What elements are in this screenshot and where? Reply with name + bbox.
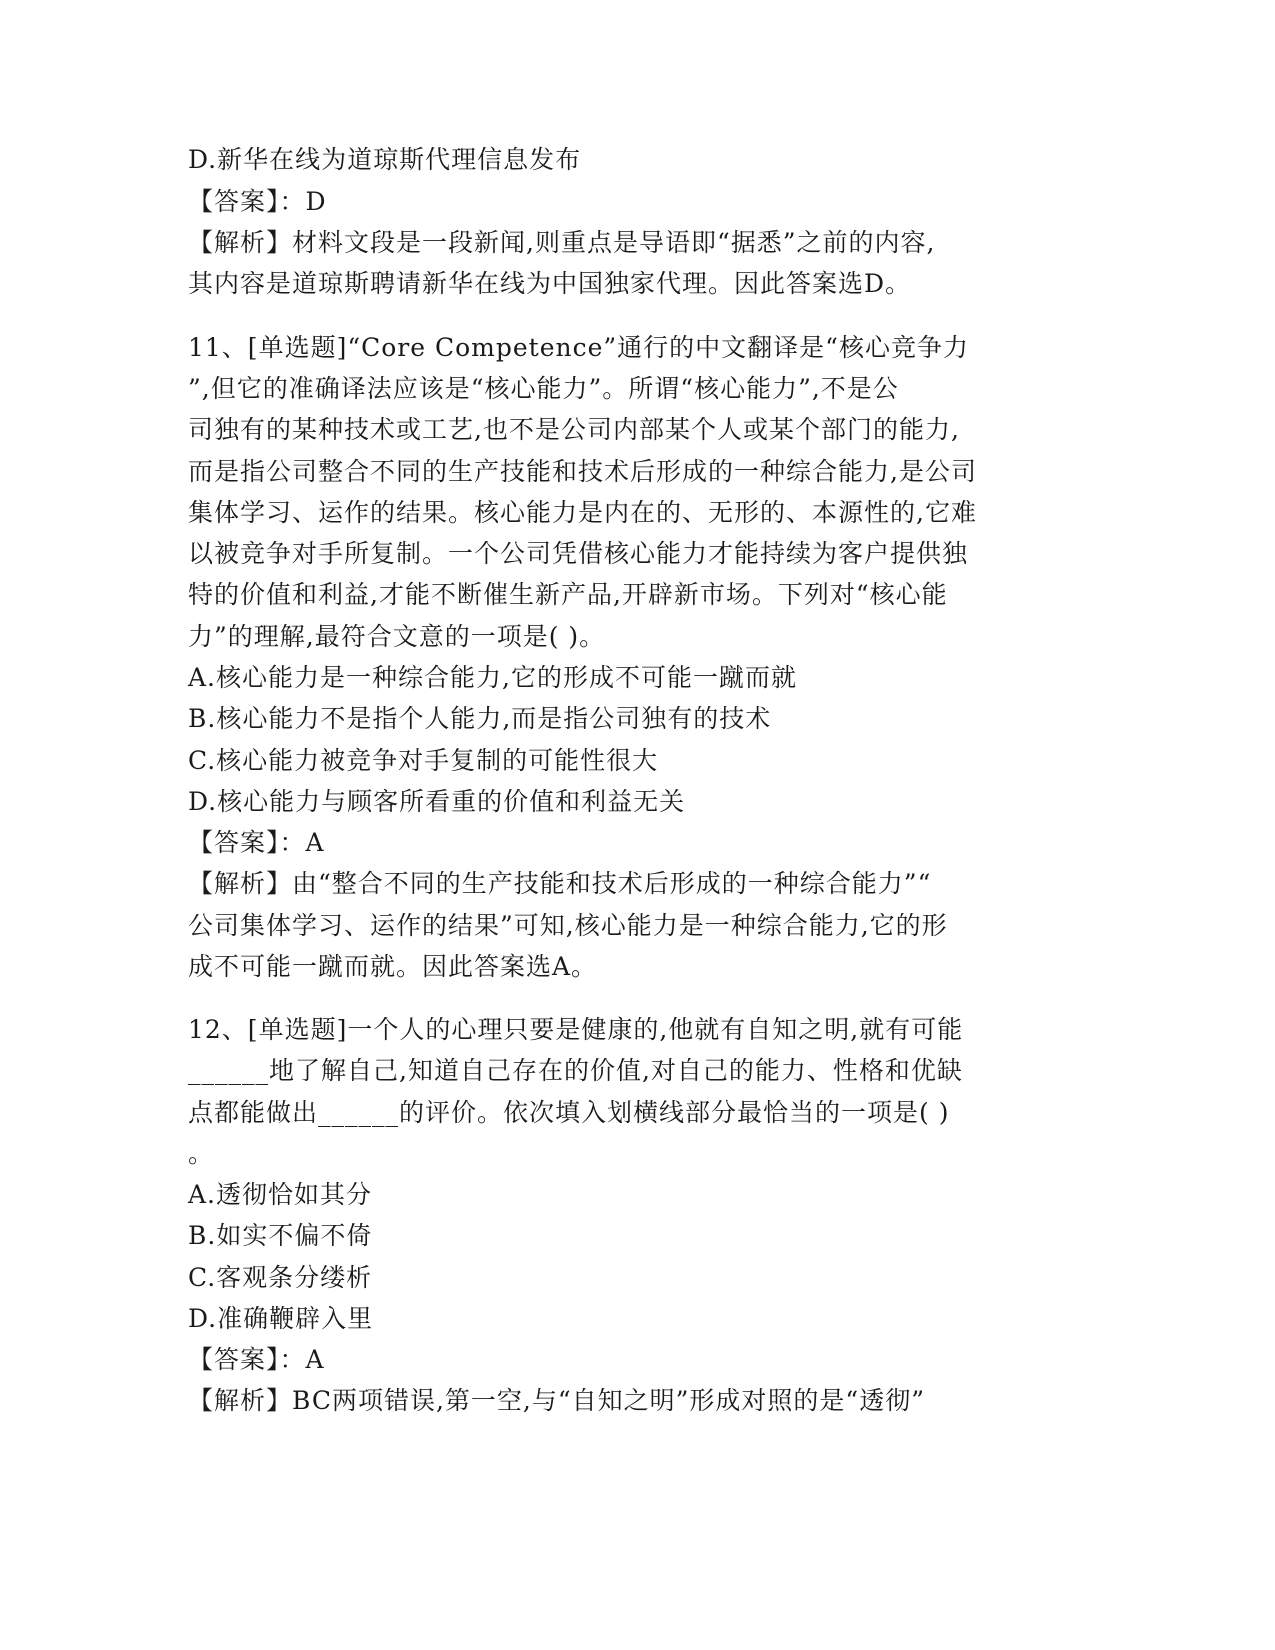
q11-option-a: A.核心能力是一种综合能力,它的形成不可能一蹴而就 <box>188 663 797 692</box>
q12-answer: 【答案】：A <box>188 1345 325 1374</box>
q10-analysis-line: 【解析】材料文段是一段新闻,则重点是导语即“据悉”之前的内容, <box>188 228 936 257</box>
q11-answer: 【答案】：A <box>188 828 325 857</box>
q11-analysis-line: 公司集体学习、运作的结果”可知,核心能力是一种综合能力,它的形 <box>188 911 948 940</box>
q12-stem-line: 12、[单选题]一个人的心理只要是健康的,他就有自知之明,就有可能 <box>188 1015 964 1044</box>
q11-stem-line: 司独有的某种技术或工艺,也不是公司内部某个人或某个部门的能力, <box>188 415 960 444</box>
q12-stem-line: ______地了解自己,知道自己存在的价值,对自己的能力、性格和优缺 <box>188 1056 963 1085</box>
q12-option-c: C.客观条分缕析 <box>188 1263 373 1292</box>
q12-stem-line: 。 <box>188 1139 215 1168</box>
q10-analysis-line: 其内容是道琼斯聘请新华在线为中国独家代理。因此答案选D。 <box>188 269 912 298</box>
q11-option-c: C.核心能力被竞争对手复制的可能性很大 <box>188 746 659 775</box>
q12-stem-line: 点都能做出______的评价。依次填入划横线部分最恰当的一项是( ) <box>188 1098 950 1127</box>
q11-stem-line: 而是指公司整合不同的生产技能和技术后形成的一种综合能力,是公司 <box>188 457 977 486</box>
q12-option-a: A.透彻恰如其分 <box>188 1180 373 1209</box>
q11-stem-line: 以被竞争对手所复制。一个公司凭借核心能力才能持续为客户提供独 <box>188 539 969 568</box>
q11-option-b: B.核心能力不是指个人能力,而是指公司独有的技术 <box>188 704 772 733</box>
q11-analysis-line: 【解析】由“整合不同的生产技能和技术后形成的一种综合能力”“ <box>188 869 932 898</box>
q12-option-d: D.准确鞭辟入里 <box>188 1304 374 1333</box>
q12-option-b: B.如实不偏不倚 <box>188 1221 373 1250</box>
q10-answer: 【答案】：D <box>188 187 327 216</box>
q11-stem-line: 力”的理解,最符合文意的一项是( )。 <box>188 622 606 651</box>
q10-option-d: D.新华在线为道琼斯代理信息发布 <box>188 145 582 174</box>
q11-stem-line: 集体学习、运作的结果。核心能力是内在的、无形的、本源性的,它难 <box>188 498 977 527</box>
q11-stem-line: 特的价值和利益,才能不断催生新产品,开辟新市场。下列对“核心能 <box>188 580 948 609</box>
q11-analysis-line: 成不可能一蹴而就。因此答案选A。 <box>188 952 598 981</box>
q12-analysis-line: 【解析】BC两项错误,第一空,与“自知之明”形成对照的是“透彻” <box>188 1386 925 1415</box>
q11-stem-line: ”,但它的准确译法应该是“核心能力”。所谓“核心能力”,不是公 <box>188 374 899 403</box>
q11-stem-line: 11、[单选题]“Core Competence”通行的中文翻译是“核心竞争力 <box>188 333 969 362</box>
q11-option-d: D.核心能力与顾客所看重的价值和利益无关 <box>188 787 686 816</box>
